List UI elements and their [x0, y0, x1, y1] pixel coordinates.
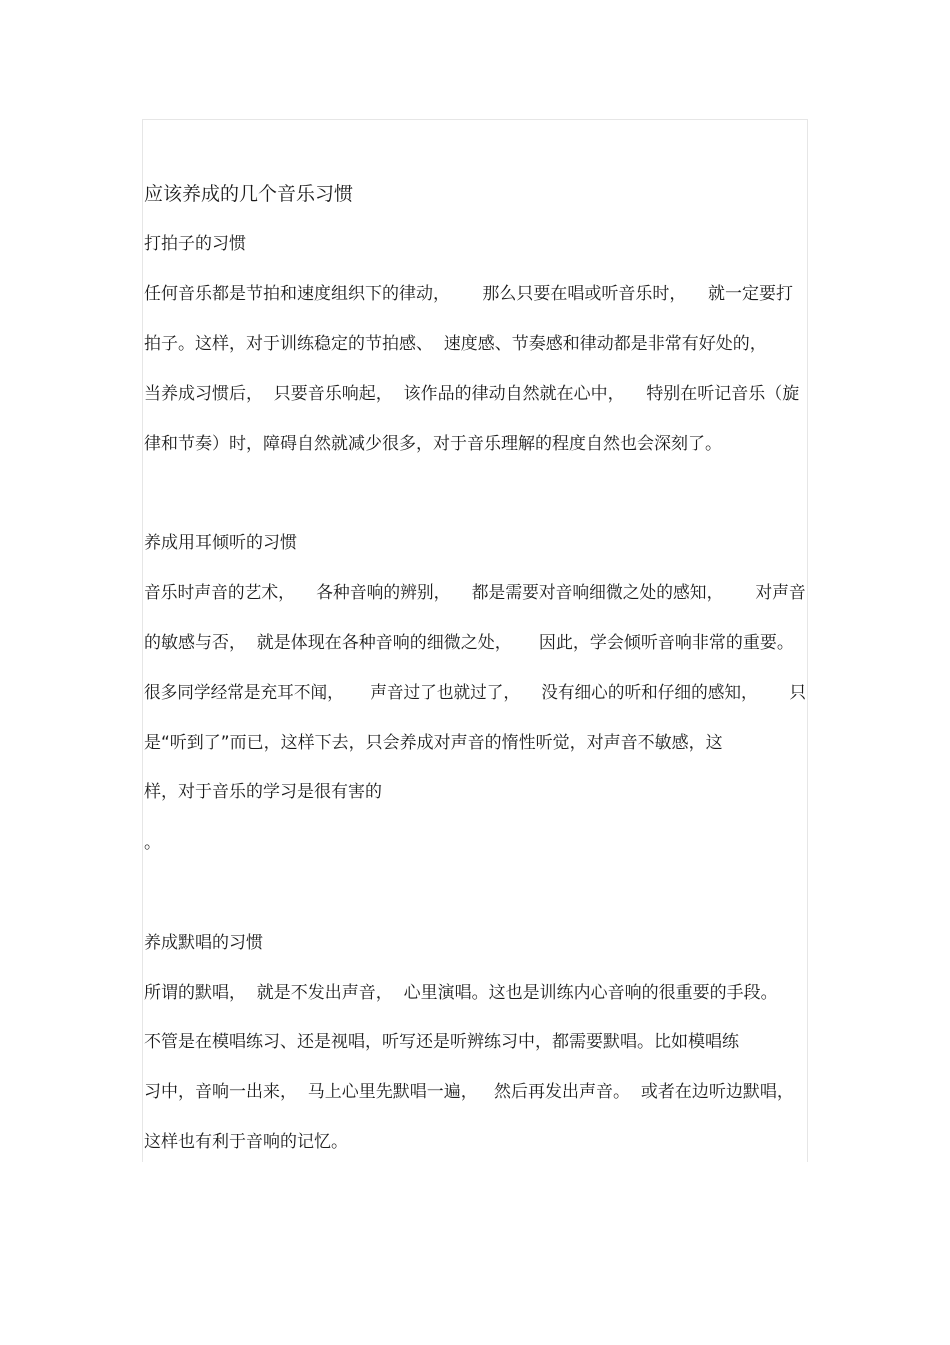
paragraph-line: 样，对于音乐的学习是很有害的: [144, 782, 382, 802]
paragraph-line: 任何音乐都是节拍和速度组织下的律动， 那么只要在唱或听音乐时， 就一定要打: [144, 284, 794, 304]
paragraph-line: 习中，音响一出来， 马上心里先默唱一遍， 然后再发出声音。 或者在边听边默唱，: [144, 1082, 794, 1102]
section-heading-beat: 打拍子的习惯: [144, 234, 246, 254]
section-heading-listening: 养成用耳倾听的习惯: [144, 533, 297, 553]
paragraph-line: 这样也有利于音响的记忆。: [144, 1132, 348, 1152]
paragraph-line: 音乐时声音的艺术， 各种音响的辨别， 都是需要对音响细微之处的感知， 对声音: [144, 583, 806, 603]
document-title: 应该养成的几个音乐习惯: [144, 183, 354, 205]
paragraph-line: 所谓的默唱， 就是不发出声音， 心里演唱。这也是训练内心音响的很重要的手段。: [144, 983, 778, 1003]
paragraph-line: 拍子。这样，对于训练稳定的节拍感、 速度感、节奏感和律动都是非常有好处的，: [144, 334, 767, 354]
paragraph-line: 是“听到了”而已，这样下去，只会养成对声音的惰性听觉，对声音不敏感，这: [144, 733, 723, 753]
paragraph-line: 很多同学经常是充耳不闻， 声音过了也就过了， 没有细心的听和仔细的感知， 只: [144, 683, 807, 703]
section-heading-silent-singing: 养成默唱的习惯: [144, 933, 263, 953]
paragraph-line: 当养成习惯后， 只要音乐响起， 该作品的律动自然就在心中， 特别在听记音乐（旋: [144, 384, 800, 404]
paragraph-line: 律和节奏）时，障碍自然就减少很多，对于音乐理解的程度自然也会深刻了。: [144, 434, 722, 454]
paragraph-line: 的敏感与否， 就是体现在各种音响的细微之处， 因此，学会倾听音响非常的重要。: [144, 633, 794, 653]
paragraph-line: 。: [144, 833, 161, 853]
paragraph-line: 不管是在模唱练习、还是视唱，听写还是听辨练习中，都需要默唱。比如模唱练: [144, 1032, 739, 1052]
